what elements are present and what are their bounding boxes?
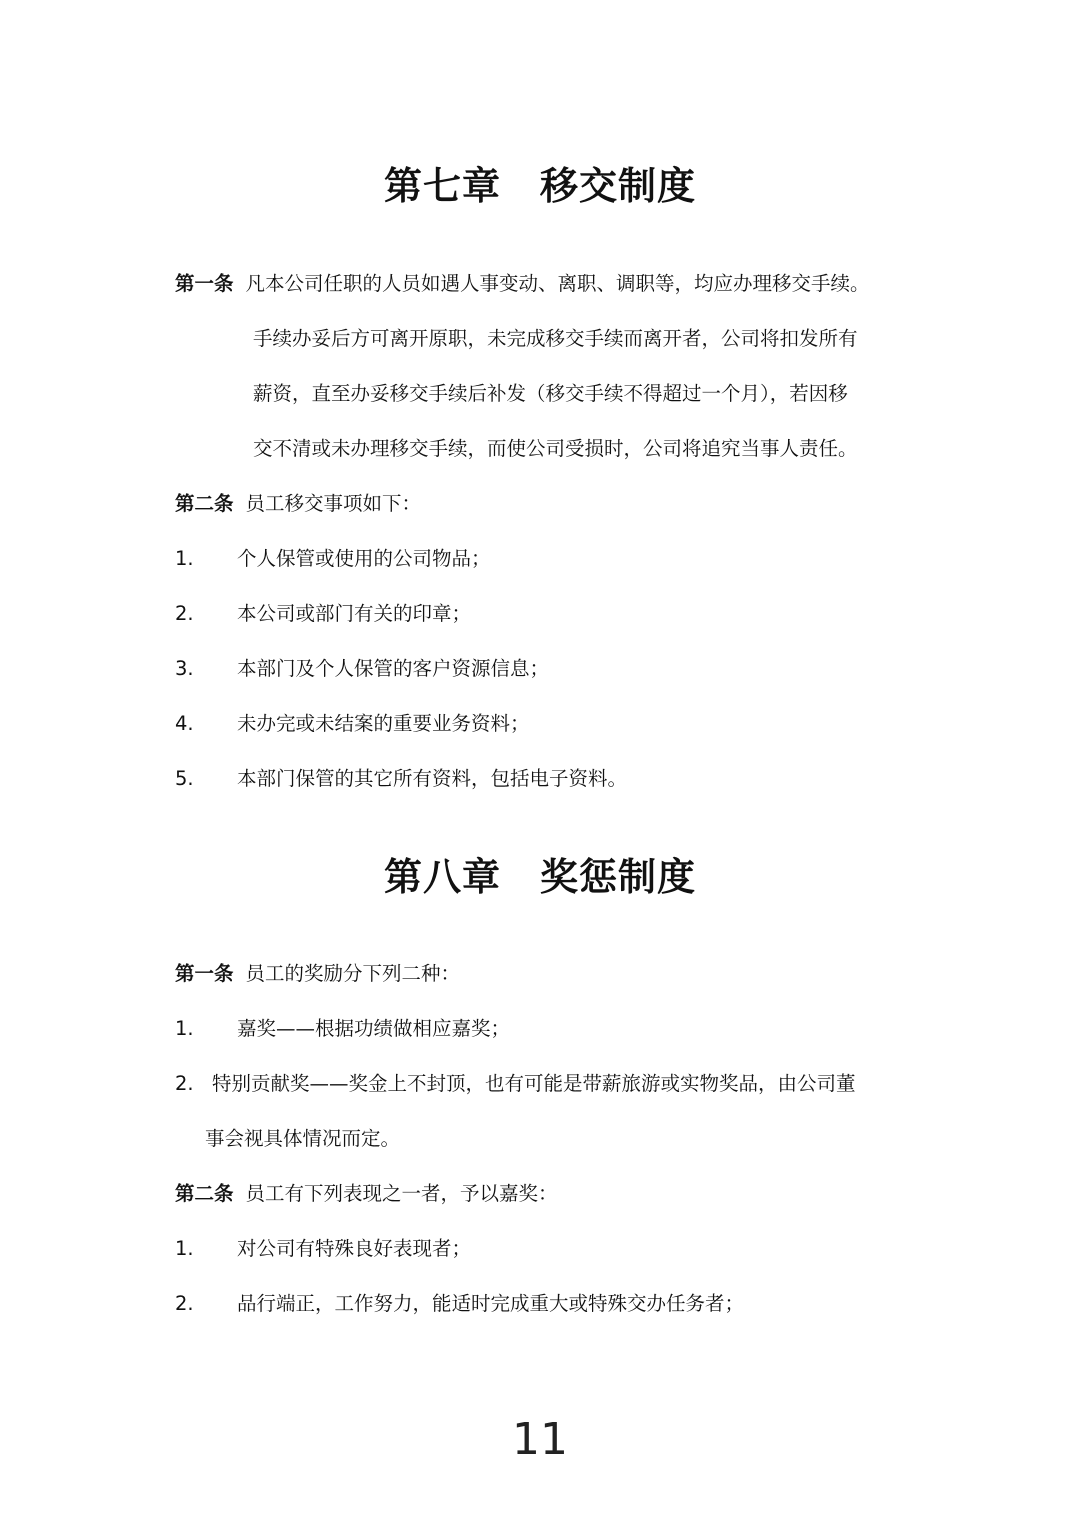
list-item-text: 本部门及个人保管的客户资源信息； xyxy=(237,657,550,680)
list-item-number: 3. xyxy=(175,657,194,680)
ch7-article-2-label: 第二条 xyxy=(175,492,234,515)
list-item-text: 个人保管或使用的公司物品； xyxy=(237,547,491,570)
list-item-number: 4. xyxy=(175,712,194,735)
list-item-text: 本部门保管的其它所有资料，包括电子资料。 xyxy=(237,767,628,790)
list-item xyxy=(175,1291,194,1317)
list-item-continuation: 事会视具体情况而定。 xyxy=(205,1127,401,1150)
list-item xyxy=(175,656,194,682)
chapter-7-title: 第七章 移交制度 xyxy=(383,164,696,208)
list-item-number: 1. xyxy=(175,1237,194,1260)
ch7-article-1 xyxy=(175,271,870,297)
list-item xyxy=(175,1071,194,1097)
chapter-8-title: 第八章 奖惩制度 xyxy=(383,855,696,899)
list-item xyxy=(175,546,194,572)
list-item-text: 对公司有特殊良好表现者； xyxy=(237,1237,472,1260)
list-item-number: 2. xyxy=(175,602,194,625)
ch8-article-1-text: 员工的奖励分下列二种： xyxy=(245,962,461,985)
ch7-article-1-line-4: 交不清或未办理移交手续，而使公司受损时，公司将追究当事人责任。 xyxy=(253,437,858,460)
ch7-article-1-line-1: 凡本公司任职的人员如遇人事变动、离职、调职等，均应办理移交手续。 xyxy=(245,272,870,295)
list-item xyxy=(175,601,194,627)
ch7-article-2 xyxy=(175,491,421,517)
ch7-article-1-line-3: 薪资，直至办妥移交手续后补发（移交手续不得超过一个月），若因移 xyxy=(253,382,848,405)
page-number: 11 xyxy=(512,1414,568,1465)
ch7-article-1-label: 第一条 xyxy=(175,272,234,295)
list-item-number: 2. xyxy=(175,1292,194,1315)
list-item-number: 2. xyxy=(175,1072,194,1095)
list-item-number: 5. xyxy=(175,767,194,790)
ch8-article-2-text: 员工有下列表现之一者，予以嘉奖： xyxy=(245,1182,558,1205)
ch8-article-1 xyxy=(175,961,460,987)
ch7-article-1-line-2: 手续办妥后方可离开原职，未完成移交手续而离开者，公司将扣发所有 xyxy=(253,327,858,350)
list-item-text: 嘉奖——根据功绩做相应嘉奖； xyxy=(237,1017,511,1040)
list-item-number: 1. xyxy=(175,1017,194,1040)
list-item-number: 1. xyxy=(175,547,194,570)
list-item xyxy=(175,1236,194,1262)
ch8-article-2-label: 第二条 xyxy=(175,1182,234,1205)
list-item-text: 特别贡献奖——奖金上不封顶，也有可能是带薪旅游或实物奖品，由公司董 xyxy=(212,1072,856,1095)
list-item xyxy=(175,711,194,737)
list-item xyxy=(175,766,194,792)
ch8-article-2 xyxy=(175,1181,558,1207)
list-item xyxy=(175,1016,194,1042)
list-item-text: 未办完或未结案的重要业务资料； xyxy=(237,712,530,735)
ch7-article-2-text: 员工移交事项如下： xyxy=(245,492,422,515)
ch8-article-1-label: 第一条 xyxy=(175,962,234,985)
list-item-text: 本公司或部门有关的印章； xyxy=(237,602,472,625)
list-item-text: 品行端正，工作努力，能适时完成重大或特殊交办任务者； xyxy=(237,1292,745,1315)
